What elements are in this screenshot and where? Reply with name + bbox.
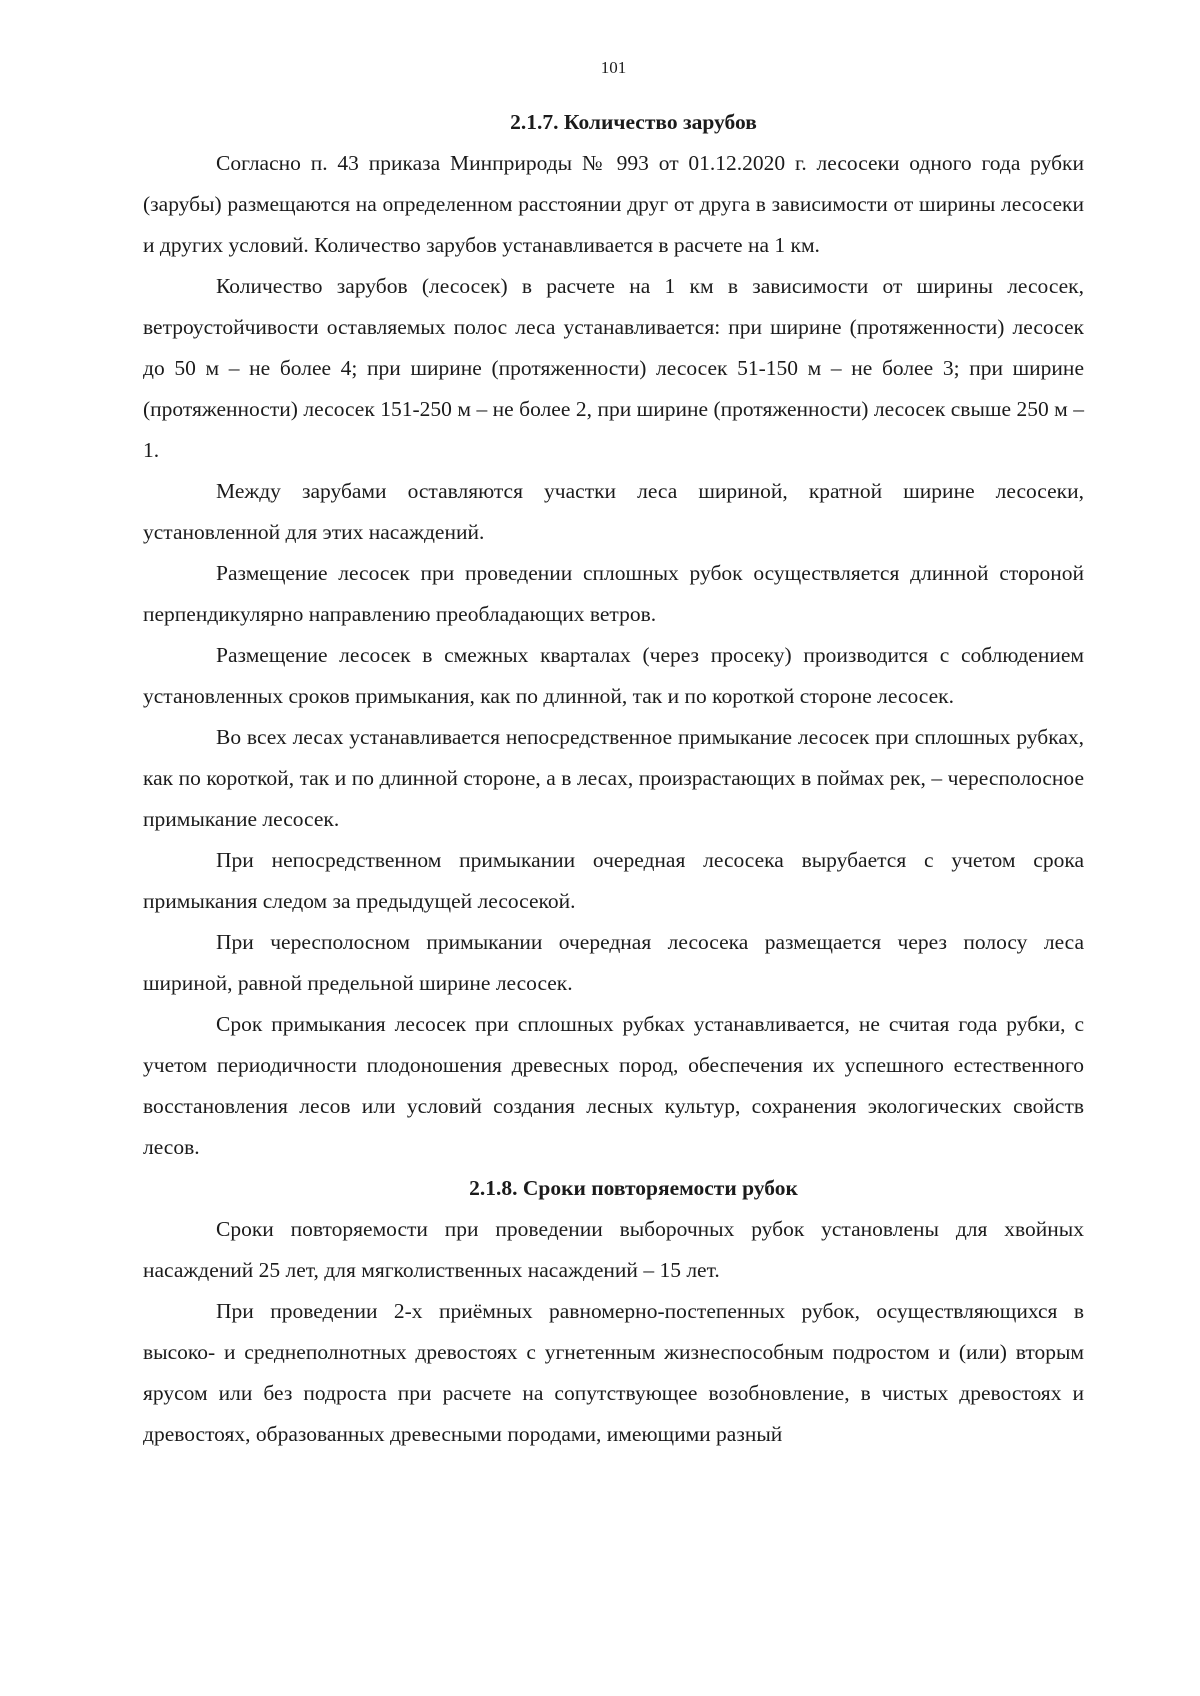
- paragraph: Сроки повторяемости при проведении выборочных рубок установлены для хвойных насаждений 25 лет, для мягколиственных насаждений – 15 лет.: [143, 1217, 1084, 1282]
- paragraph: Количество зарубов (лесосек) в расчете на 1 км в зависимости от ширины лесосек, ветроустойчивости оставляемых полос леса устанавливается: при ширине (протяженности) лесосек до 50 м – не более 4; при ширине (протяженности) лесосек 51-150 м – не более 3; при ширине (протяженности) лесосек 151-250 м – не более 2, при ширине (протяженности) лесосек свыше 250 м – 1.: [143, 274, 1084, 462]
- paragraph: Согласно п. 43 приказа Минприроды № 993 от 01.12.2020 г. лесосеки одного года рубки (зарубы) размещаются на определенном расстоянии друг от друга в зависимости от ширины лесосеки и других условий. Количество зарубов устанавливается в расчете на 1 км.: [143, 151, 1084, 257]
- paragraph: При проведении 2-х приёмных равномерно-постепенных рубок, осуществляющихся в высоко- и среднеполнотных древостоях с угнетенным жизнеспособным подростом и (или) вторым ярусом или без подроста при расчете на сопутствующее возобновление, в чистых древостоях и древостоях, образованных древесными породами, имеющими разный: [143, 1299, 1084, 1446]
- paragraph: При чересполосном примыкании очередная лесосека размещается через полосу леса шириной, равной предельной ширине лесосек.: [143, 930, 1084, 995]
- section-repeat-periods: [143, 1168, 1084, 1455]
- section-heading: 2.1.8. Сроки повторяемости рубок: [469, 1176, 798, 1200]
- paragraph: Размещение лесосек в смежных кварталах (через просеку) производится с соблюдением установленных сроков примыкания, как по длинной, так и по короткой стороне лесосек.: [143, 643, 1084, 708]
- paragraph: При непосредственном примыкании очередная лесосека вырубается с учетом срока примыкания следом за предыдущей лесосекой.: [143, 848, 1084, 913]
- paragraph: Размещение лесосек при проведении сплошных рубок осуществляется длинной стороной перпендикулярно направлению преобладающих ветров.: [143, 561, 1084, 626]
- section-heading: 2.1.7. Количество зарубов: [510, 110, 757, 134]
- paragraph: Между зарубами оставляются участки леса шириной, кратной ширине лесосеки, установленной для этих насаждений.: [143, 479, 1084, 544]
- page-number: 101: [600, 58, 627, 77]
- section-zarub-count: [143, 102, 1084, 1168]
- paragraph: Во всех лесах устанавливается непосредственное примыкание лесосек при сплошных рубках, как по короткой, так и по длинной стороне, а в лесах, произрастающих в поймах рек, – чересполосное примыкание лесосек.: [143, 725, 1084, 831]
- paragraph: Срок примыкания лесосек при сплошных рубках устанавливается, не считая года рубки, с учетом периодичности плодоношения древесных пород, обеспечения их успешного естественного восстановления лесов или условий создания лесных культур, сохранения экологических свойств лесов.: [143, 1012, 1084, 1159]
